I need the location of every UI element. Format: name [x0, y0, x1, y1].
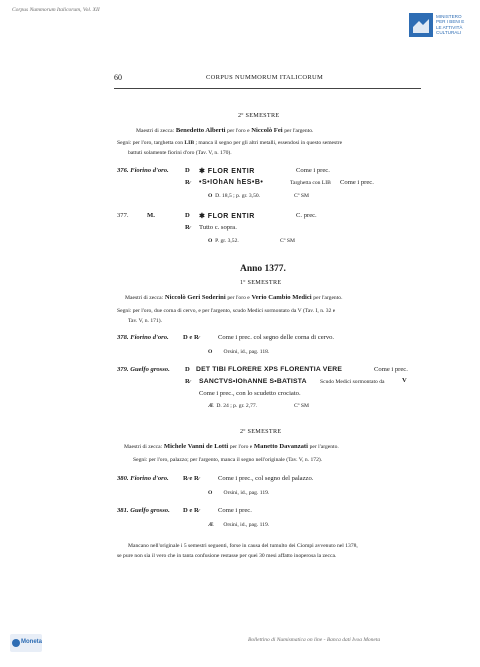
obverse-description: C. prec. [296, 212, 317, 219]
catalog-number: 376. Fiorino d'oro. [117, 167, 169, 174]
mint-masters: Maestri di zecca: Michele Vanni de Lotti per l'oro e Manetto Davanzati per l'argento. [124, 443, 339, 450]
catalog-number: 379. Guelfo grosso. [117, 366, 170, 373]
coin-metadata: O P. gr. 3,52. [208, 238, 239, 244]
page-number: 60 [114, 73, 122, 82]
catalog-number: 377. [117, 212, 129, 219]
reverse-legend: •S•IOhAN hES•B• [199, 179, 264, 186]
segni-text-2: Tav. V, n. 171). [128, 318, 162, 324]
coin-metadata: O Orsini, id., pag. 118. [208, 349, 270, 355]
catalog-number: 381. Guelfo grosso. [117, 507, 170, 514]
year-heading: Anno 1377. [240, 264, 286, 274]
coin-description: Come i prec., col segno del palazzo. [218, 475, 314, 482]
section-title: 2º SEMESTRE [240, 428, 282, 435]
obverse-mark: D [185, 167, 190, 174]
coin-description: Come i prec. [218, 507, 252, 514]
header-rule [114, 88, 421, 89]
journal-header: Corpus Nummorum Italicorum, Vol. XII [12, 7, 100, 13]
segni-text-2: battuti solamente fiorini d'oro (Tav. V, n. 170). [128, 150, 232, 156]
reverse-mark-v: V [402, 377, 407, 384]
segni-text: Segni: per l'oro, due corna di cervo, e per l'argento, scudo Medici sormontato da V (Tav. I, n. 32 e [117, 308, 336, 314]
coin-metadata: O Orsini, id., pag. 119. [208, 490, 270, 496]
segni-text: Segni: per l'oro, targhetta con LIB ; manca il segno per gli altri metalli, essendosi in questo semestre [117, 140, 343, 146]
coin-metadata: Æ D. 24 ; p. gr. 2,77. [208, 403, 258, 409]
reverse-mark: R̷ [185, 224, 190, 231]
collection: Cº SM [294, 193, 309, 199]
coin-metadata: O D. 18,5 ; p. gr. 3,50. [208, 193, 261, 199]
obverse-mark: D [185, 212, 190, 219]
metal-mark: M. [147, 212, 155, 219]
obverse-reverse-mark: R̷ e R̷ [183, 475, 199, 482]
section-title: 2º SEMESTRE [238, 112, 280, 119]
ministry-logo-text: MINISTERO PER I BENI E LE ATTIVITÀ CULTURALI [436, 14, 465, 36]
reverse-description: Targhetta con LIB [290, 180, 331, 186]
ministry-logo-icon [409, 13, 433, 37]
mint-masters: Maestri di zecca: Niccolò Geri Soderini per l'oro e Verio Cambio Medici per l'argento. [125, 294, 343, 301]
obverse-reverse-mark: D e R̷ [183, 507, 199, 514]
reverse-description: Tutto c. sopra. [199, 224, 237, 231]
moneta-logo: Moneta [10, 634, 42, 652]
section-title: 1º SEMESTRE [240, 279, 282, 286]
reverse-mark: R̷ [185, 378, 190, 385]
reverse-mark: R̷ [185, 179, 190, 186]
obverse-legend: DET TIBI FLORERE XPS FLORENTIA VERE [196, 366, 343, 373]
obverse-legend: ✱ FLOR ENTIR [199, 168, 255, 175]
collection: Cº SM [294, 403, 309, 409]
obverse-mark: D [185, 366, 190, 373]
reverse-legend: SANCTVS•IOhANNE S•BATISTA [199, 378, 307, 385]
coin-description: Come i prec. col segno delle corna di cervo. [218, 334, 335, 341]
reverse-description: Scudo Medici sormontato da [320, 379, 385, 385]
obverse-description: Come i prec. [296, 167, 330, 174]
catalog-number: 378. Fiorino d'oro. [117, 334, 169, 341]
segni-text: Segni: per l'oro, palazzo; per l'argento, manca il segno nell'originale (Tav. V, n. 172). [133, 457, 323, 463]
collection: Cº SM [280, 238, 295, 244]
catalog-number: 380. Fiorino d'oro. [117, 475, 169, 482]
running-head: CORPUS NUMMORUM ITALICORUM [206, 74, 324, 81]
footer-text: Bollettino di Numismatica on line - Banca dati Ivoa Moneta [248, 637, 381, 643]
obverse-reverse-mark: D e R̷ [183, 334, 199, 341]
note-text-2: se pure non sia il vero che in tanta confusione restasse per quei 30 mesi affatto inoperosa la zecca. [117, 553, 337, 559]
obverse-description: Come i prec. [374, 366, 408, 373]
reverse-description-2: Come i prec., con lo scudetto crociato. [199, 390, 301, 397]
coin-metadata: Æ Orsini, id., pag. 119. [208, 522, 270, 528]
obverse-legend: ✱ FLOR ENTIR [199, 213, 255, 220]
reverse-description-2: Come i prec. [340, 179, 374, 186]
note-text: Mancano nell'originale i 5 semestri seguenti, forse in causa del tumulto dei Ciompi avvenuto nel 1378, [128, 543, 358, 549]
mint-masters: Maestri di zecca: Benedetto Alberti per l'oro e Niccolò Fei per l'argento. [136, 127, 314, 134]
